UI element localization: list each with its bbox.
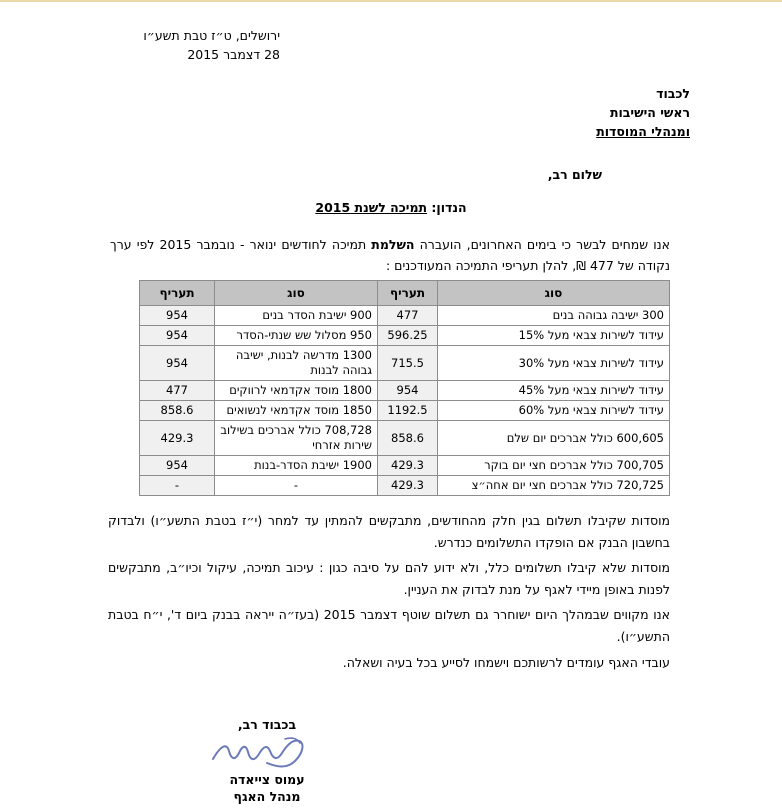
table-row xyxy=(140,401,670,421)
header-type-a: סוג xyxy=(438,281,670,306)
cell-type-b: 708,728 כולל אברכים בשילוב שירות אזרחי xyxy=(215,421,378,456)
addressee-line-2: ראשי הישיבות xyxy=(609,105,690,120)
cell-rate-b: 858.6 xyxy=(140,401,215,421)
cell-type-a: עידוד לשירות צבאי מעל 60% xyxy=(438,401,670,421)
intro-part-1: אנו שמחים לבשר כי בימים האחרונים, הועברה xyxy=(414,237,670,252)
body-paragraph-4: עובדי האגף עומדים לרשותכם וישמחו לסייע בכל בעיה ושאלה. xyxy=(342,655,670,670)
addressee-line-3: ומנהלי המוסדות xyxy=(596,124,690,139)
cell-rate-b: 954 xyxy=(140,346,215,381)
rates-table xyxy=(139,280,670,496)
header-type-b: סוג xyxy=(215,281,378,306)
table-row xyxy=(140,476,670,496)
cell-type-b: 1900 ישיבת הסדר-בנות xyxy=(215,456,378,476)
cell-rate-b: 429.3 xyxy=(140,421,215,456)
date-hebrew: ירושלים, ט״ז טבת תשע״ו xyxy=(143,28,280,43)
header-rate-b: תעריף xyxy=(140,281,215,306)
cell-rate-a: 715.5 xyxy=(378,346,438,381)
cell-type-a: 720,725 כולל אברכים חצי יום אחה״צ xyxy=(438,476,670,496)
signature-block xyxy=(182,716,352,805)
intro-paragraph xyxy=(110,234,670,276)
subject-line xyxy=(0,200,782,215)
cell-rate-a: 477 xyxy=(378,306,438,326)
handwritten-signature-icon xyxy=(207,735,327,769)
cell-rate-a: 858.6 xyxy=(378,421,438,456)
cell-type-b: 1300 מדרשה לבנות, ישיבה גבוהה לבנות xyxy=(215,346,378,381)
cell-type-b: 1850 מוסד אקדמאי לנשואים xyxy=(215,401,378,421)
subject-text: תמיכה לשנת 2015 xyxy=(315,200,428,215)
table-row xyxy=(140,421,670,456)
cell-rate-a: 954 xyxy=(378,381,438,401)
signature-name: עמוס צייאדה xyxy=(229,772,305,787)
cell-rate-a: 429.3 xyxy=(378,476,438,496)
cell-type-b: 950 מסלול שש שנתי-הסדר xyxy=(215,326,378,346)
date-gregorian: 28 דצמבר 2015 xyxy=(187,47,280,62)
cell-rate-a: 596.25 xyxy=(378,326,438,346)
cell-type-a: 700,705 כולל אברכים חצי יום בוקר xyxy=(438,456,670,476)
rates-table-body xyxy=(140,306,670,496)
date-block xyxy=(143,26,280,64)
cell-type-a: עידוד לשירות צבאי מעל 45% xyxy=(438,381,670,401)
cell-type-a: 300 ישיבה גבוהה בנים xyxy=(438,306,670,326)
cell-type-a: עידוד לשירות צבאי מעל 15% xyxy=(438,326,670,346)
addressee-line-1: לכבוד xyxy=(656,86,690,101)
cell-type-b: 1800 מוסד אקדמאי לרווקים xyxy=(215,381,378,401)
signature-title: מנהל האגף xyxy=(233,789,301,804)
table-row xyxy=(140,306,670,326)
body-paragraph-2: מוסדות שלא קיבלו תשלומים כלל, ולא ידוע להם על סיבה כגון : עיכוב תמיכה, עיקול וכיו״ב, מתבקשים לפנות באופן מיידי לאגף על מנת לבדוק את העניין. xyxy=(108,560,670,597)
intro-part-2: תמיכה לחודשים ינואר - נובמבר 2015 לפי ערך נקודה של 477 ₪, להלן תעריפי התמיכה המעודכנים : xyxy=(110,237,670,273)
greeting: שלום רב, xyxy=(547,167,602,182)
table-row xyxy=(140,346,670,381)
cell-type-b: - xyxy=(215,476,378,496)
cell-type-b: 900 ישיבת הסדר בנים xyxy=(215,306,378,326)
subject-label: הנדון: xyxy=(431,200,467,215)
cell-rate-a: 1192.5 xyxy=(378,401,438,421)
cell-rate-b: 954 xyxy=(140,456,215,476)
cell-rate-b: - xyxy=(140,476,215,496)
cell-rate-b: 954 xyxy=(140,326,215,346)
body-paragraph-3: אנו מקווים שבמהלך היום ישוחרר גם תשלום שוטף דצמבר 2015 (בעז״ה ייראה בבנק ביום ד', י״ח בטבת התשע״ו). xyxy=(108,607,670,644)
table-header-row xyxy=(140,281,670,306)
signature-closing: בכבוד רב, xyxy=(237,717,297,732)
table-row xyxy=(140,456,670,476)
table-row xyxy=(140,326,670,346)
cell-type-a: עידוד לשירות צבאי מעל 30% xyxy=(438,346,670,381)
cell-rate-b: 954 xyxy=(140,306,215,326)
header-rate-a: תעריף xyxy=(378,281,438,306)
addressee-block xyxy=(596,84,690,141)
cell-type-a: 600,605 כולל אברכים יום שלם xyxy=(438,421,670,456)
cell-rate-a: 429.3 xyxy=(378,456,438,476)
body-paragraph-1: מוסדות שקיבלו תשלום בגין חלק מהחודשים, מתבקשים להמתין עד למחר (י״ז בטבת התשע״ו) ולבדוק בחשבון הבנק אם הופקדו התשלומים כנדרש. xyxy=(108,513,670,550)
rates-table-wrapper xyxy=(140,280,670,496)
cell-rate-b: 477 xyxy=(140,381,215,401)
intro-bold: השלמת xyxy=(371,237,415,252)
table-row xyxy=(140,381,670,401)
